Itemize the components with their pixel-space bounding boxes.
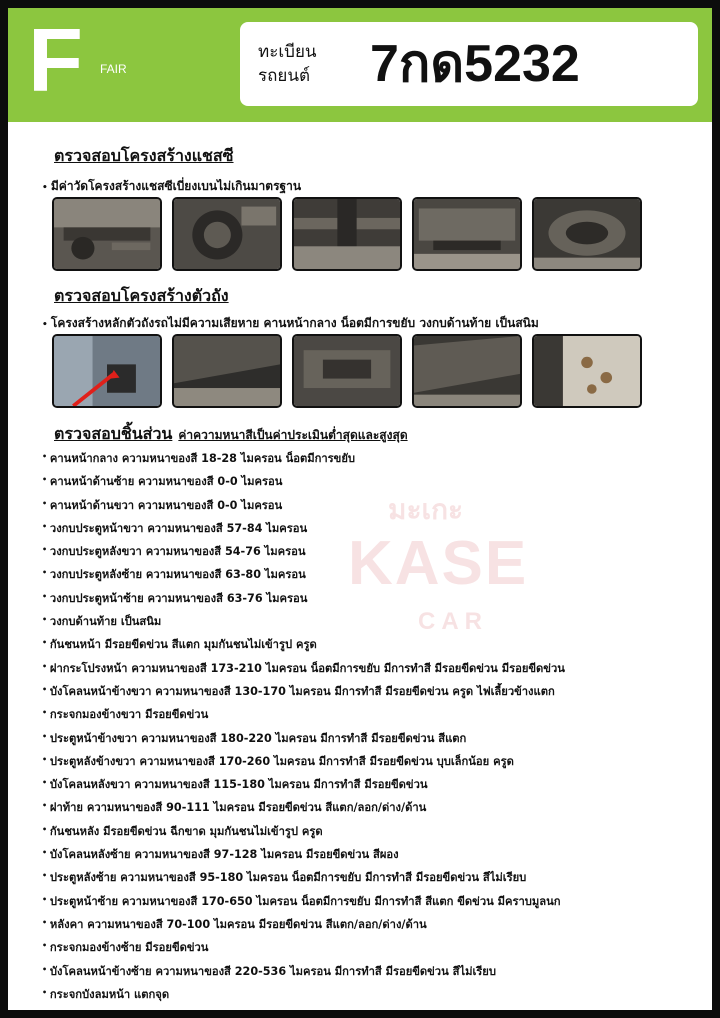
parts-list-item: • วงกบประตูหน้าขวา ความหนาของสี 57-84 ไมครอน [42, 515, 702, 538]
parts-list-item: • หลังคา ความหนาของสี 70-100 ไมครอน มีรอยขีดข่วน สีแตก/ลอก/ด่าง/ด้าน [42, 911, 702, 934]
grade-letter: F [28, 11, 83, 111]
chassis-photo[interactable] [412, 197, 522, 271]
parts-list-item: • ฝาท้าย ความหนาของสี 90-111 ไมครอน มีรอยขีดข่วน สีแตก/ลอก/ด่าง/ด้าน [42, 794, 702, 817]
chassis-photo[interactable] [532, 197, 642, 271]
inspection-sheet [8, 8, 712, 1010]
parts-list-item: • บังโคลนหลังซ้าย ความหนาของสี 97-128 ไมครอน มีรอยขีดข่วน สีผอง [42, 841, 702, 864]
grade-label: FAIR [100, 62, 127, 76]
parts-list [42, 445, 702, 1004]
body-photo[interactable] [172, 334, 282, 408]
plate-label: ทะเบียน รถยนต์ [258, 42, 317, 86]
parts-list-item: • ประตูหลังซ้าย ความหนาของสี 95-180 ไมครอน น็อตมีการขยับ มีการทำสี มีรอยขีดข่วน สีไม่เรียบ [42, 864, 702, 887]
body-structure-summary: • โครงสร้างหลักตัวถังรถไม่มีความเสียหาย คานหน้ากลาง น็อตมีการขยับ วงกบด้านท้าย เป็นสนิม [42, 314, 539, 333]
watermark-sub: CAR [418, 608, 488, 635]
parts-list-item: • บังโคลนหน้าข้างซ้าย ความหนาของสี 220-536 ไมครอน มีการทำสี มีรอยขีดข่วน สีไม่เรียบ [42, 958, 702, 981]
parts-list-item: • คานหน้าด้านขวา ความหนาของสี 0-0 ไมครอน [42, 492, 702, 515]
parts-list-item: • ประตูหลังข้างขวา ความหนาของสี 170-260 ไมครอน มีการทำสี มีรอยขีดข่วน บุบเล็กน้อย ครูด [42, 748, 702, 771]
parts-list-item: • วงกบด้านท้าย เป็นสนิม [42, 608, 702, 631]
body-photo[interactable] [292, 334, 402, 408]
body-structure-title: ตรวจสอบโครงสร้างตัวถัง [54, 286, 229, 305]
parts-list-item: • คานหน้าด้านซ้าย ความหนาของสี 0-0 ไมครอน [42, 468, 702, 491]
body-photo[interactable] [412, 334, 522, 408]
chassis-photo[interactable] [292, 197, 402, 271]
chassis-photo[interactable] [172, 197, 282, 271]
watermark-thai: มะเกะ [388, 493, 464, 526]
body-photo[interactable] [52, 334, 162, 408]
parts-list-item: • กระจกมองข้างขวา มีรอยขีดข่วน [42, 701, 702, 724]
parts-list-item: • ประตูหน้าซ้าย ความหนาของสี 170-650 ไมครอน น็อตมีการขยับ มีการทำสี สีแตก ขีดข่วน มีคราบมูลนก [42, 888, 702, 911]
body-photo[interactable] [532, 334, 642, 408]
parts-list-item: • กระจกบังลมหน้า แตกจุด [42, 981, 702, 1004]
parts-list-item: • วงกบประตูหน้าซ้าย ความหนาของสี 63-76 ไมครอน [42, 585, 702, 608]
plate-number: 7กด5232 [370, 35, 580, 93]
parts-list-item: • คานหน้ากลาง ความหนาของสี 18-28 ไมครอน น็อตมีการขยับ [42, 445, 702, 468]
parts-list-item: • บังโคลนหลังขวา ความหนาของสี 115-180 ไมครอน มีการทำสี มีรอยขีดข่วน [42, 771, 702, 794]
chassis-photo[interactable] [52, 197, 162, 271]
chassis-title: ตรวจสอบโครงสร้างแชสซี [54, 146, 234, 165]
chassis-summary: • มีค่าวัดโครงสร้างแชสซีเบี่ยงเบนไม่เกินมาตรฐาน [42, 177, 301, 196]
parts-list-item: • กันชนหน้า มีรอยขีดข่วน สีแตก มุมกันชนไม่เข้ารูป ครูด [42, 631, 702, 654]
parts-title [54, 422, 408, 447]
body-photo-row [52, 334, 648, 408]
header-bar [8, 8, 712, 122]
parts-list-item: • ประตูหน้าข้างขวา ความหนาของสี 180-220 ไมครอน มีการทำสี มีรอยขีดข่วน สีแตก [42, 725, 702, 748]
watermark-brand: KASE [348, 529, 529, 598]
parts-title-text: ตรวจสอบชิ้นส่วน [54, 424, 173, 443]
parts-list-item: • วงกบประตูหลังซ้าย ความหนาของสี 63-80 ไมครอน [42, 561, 702, 584]
parts-list-item: • กันชนหลัง มีรอยขีดข่วน ฉีกขาด มุมกันชนไม่เข้ารูป ครูด [42, 818, 702, 841]
parts-note: ค่าความหนาสีเป็นค่าประเมินต่ำสุดและสูงสุด [178, 428, 408, 442]
plate-box [240, 22, 698, 106]
chassis-photo-row [52, 197, 648, 271]
parts-list-item: • บังโคลนหน้าข้างขวา ความหนาของสี 130-170 ไมครอน มีการทำสี มีรอยขีดข่วน ครูด ไฟเลี้ยวข้างแตก [42, 678, 702, 701]
parts-list-item: • กระจกมองข้างซ้าย มีรอยขีดข่วน [42, 934, 702, 957]
parts-list-item: • ฝากระโปรงหน้า ความหนาของสี 173-210 ไมครอน น็อตมีการขยับ มีการทำสี มีรอยขีดข่วน มีรอยขีดข่วน [42, 655, 702, 678]
parts-list-item: • วงกบประตูหลังขวา ความหนาของสี 54-76 ไมครอน [42, 538, 702, 561]
